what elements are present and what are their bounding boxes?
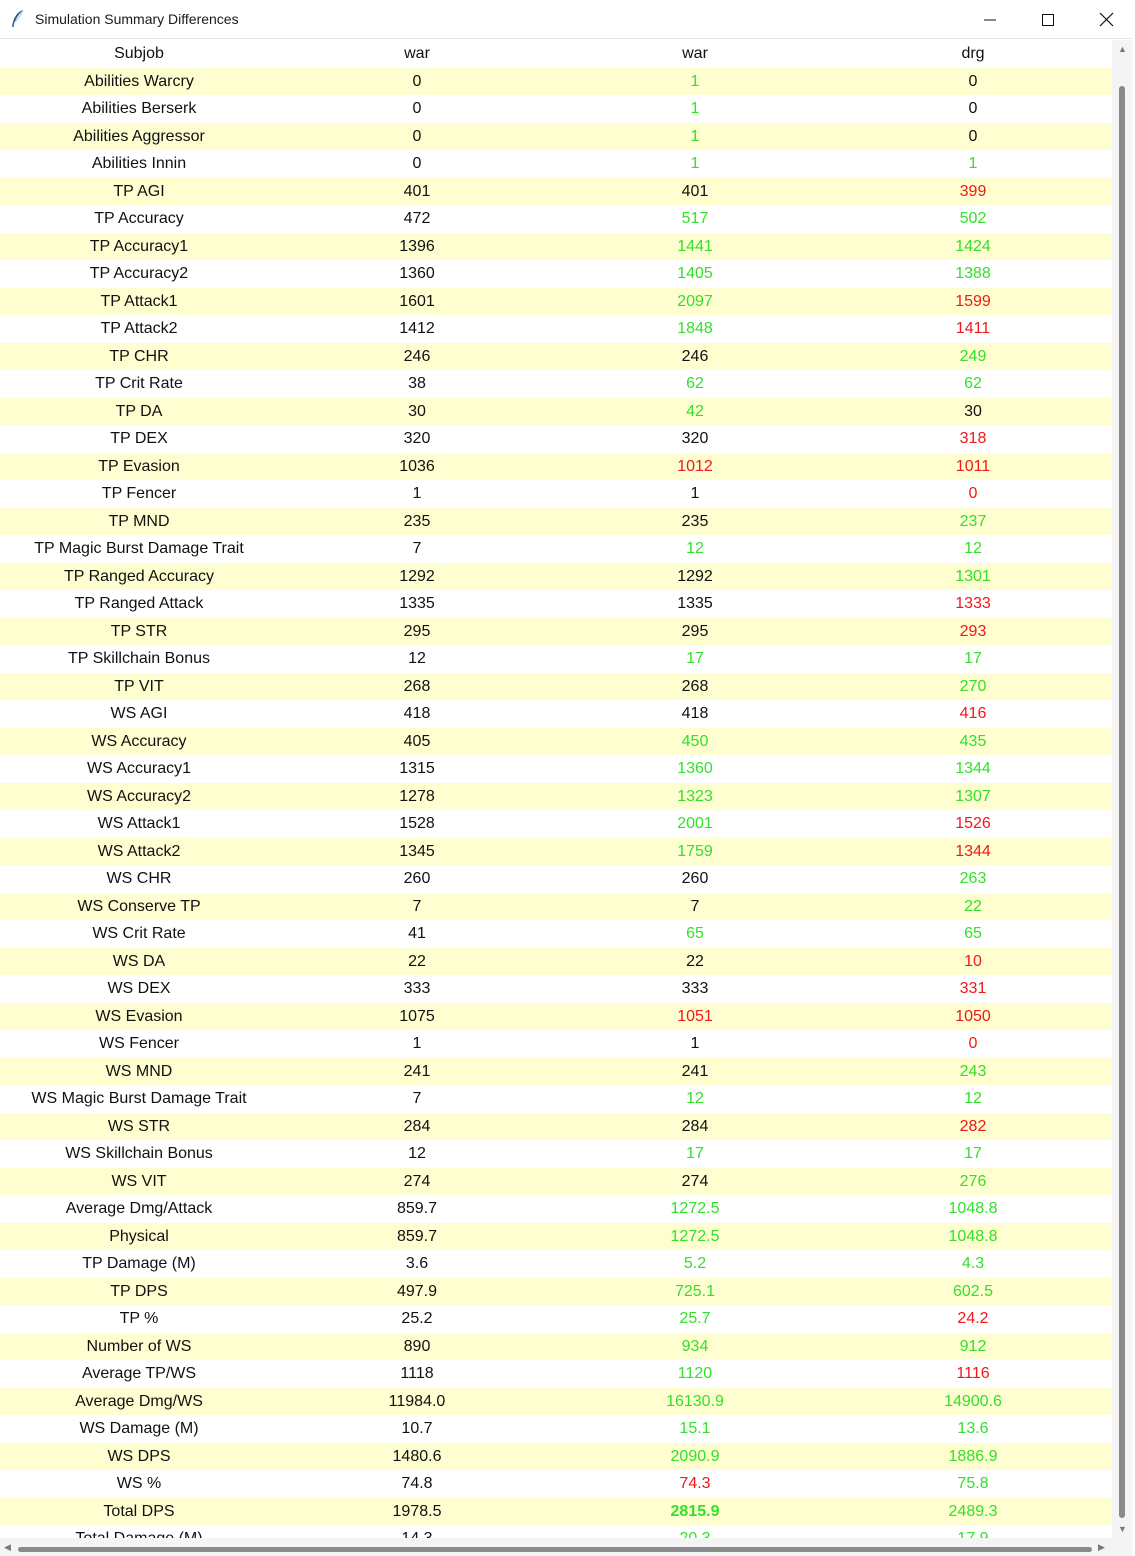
row-label: TP Accuracy1: [89, 237, 189, 255]
value-cell: 517: [681, 210, 709, 227]
value-cell: 2489.3: [948, 1502, 998, 1520]
scroll-right-icon[interactable]: ▶: [1098, 1542, 1105, 1552]
value-cell: 268: [681, 677, 709, 695]
value-cell: 1344: [955, 842, 991, 860]
table-row: [0, 68, 1112, 96]
value-cell: war: [404, 45, 430, 62]
value-cell: 1360: [677, 760, 713, 777]
row-label: WS VIT: [111, 1172, 167, 1190]
value-cell: 1: [412, 1035, 422, 1052]
value-cell: 1: [690, 1035, 700, 1052]
row-label: WS Skillchain Bonus: [65, 1145, 213, 1162]
close-icon: [1100, 13, 1113, 26]
table-row: [0, 645, 1112, 673]
value-cell: 450: [681, 732, 709, 750]
value-cell: 1011: [955, 457, 991, 475]
maximize-icon: [1042, 14, 1054, 26]
value-cell: 1036: [399, 457, 435, 475]
value-cell: 5.2: [683, 1255, 707, 1272]
value-cell: 274: [403, 1172, 431, 1190]
row-label: TP Accuracy: [94, 210, 184, 227]
table-row: [0, 1223, 1112, 1251]
value-cell: 1012: [677, 457, 713, 475]
table-row: [0, 233, 1112, 261]
table-row: [0, 480, 1112, 508]
vertical-scrollbar[interactable]: [1112, 40, 1132, 1538]
value-cell: 1528: [399, 815, 435, 832]
table-row: [0, 673, 1112, 701]
vertical-scroll-thumb[interactable]: [1119, 86, 1125, 1518]
row-label: Average TP/WS: [81, 1365, 197, 1382]
row-label: TP Crit Rate: [95, 375, 183, 392]
value-cell: 1278: [399, 787, 435, 805]
row-label: TP Attack2: [100, 320, 178, 337]
summary-table: [0, 40, 1112, 1538]
row-label: TP Fencer: [101, 485, 177, 502]
value-cell: 435: [959, 732, 987, 750]
value-cell: 1335: [399, 595, 435, 612]
value-cell: 295: [681, 622, 709, 640]
value-cell: 0: [968, 72, 978, 90]
table-row: [0, 260, 1112, 288]
value-cell: 1345: [399, 842, 435, 860]
row-label: Abilities Berserk: [81, 100, 197, 117]
row-label: Number of WS: [86, 1337, 192, 1355]
row-label: WS Accuracy: [91, 732, 187, 750]
table-row: [0, 700, 1112, 728]
value-cell: 2097: [677, 292, 713, 310]
value-cell: 0: [968, 100, 978, 117]
table-row: [0, 398, 1112, 426]
value-cell: 859.7: [396, 1200, 438, 1217]
value-cell: 12: [686, 540, 704, 557]
value-cell: 1292: [677, 567, 713, 585]
value-cell: 10.7: [401, 1420, 433, 1437]
value-cell: 1: [690, 72, 700, 90]
row-label: Average Dmg/WS: [75, 1392, 203, 1410]
value-cell: 62: [686, 375, 704, 392]
table-row: [0, 1113, 1112, 1141]
value-cell: 13.6: [957, 1420, 989, 1437]
value-cell: 14900.6: [944, 1392, 1002, 1410]
value-cell: 1272.5: [670, 1200, 720, 1217]
value-cell: 12: [408, 1145, 426, 1162]
value-cell: 890: [403, 1337, 431, 1355]
value-cell: 1272.5: [670, 1227, 720, 1245]
value-cell: 30: [964, 402, 982, 420]
maximize-button[interactable]: [1019, 0, 1077, 39]
value-cell: 1: [690, 100, 700, 117]
value-cell: 1292: [399, 567, 435, 585]
value-cell: 331: [959, 980, 987, 997]
row-label: TP Damage (M): [82, 1255, 196, 1272]
value-cell: 11984.0: [388, 1392, 446, 1410]
value-cell: 1424: [955, 237, 991, 255]
value-cell: 0: [412, 100, 422, 117]
value-cell: 293: [959, 622, 987, 640]
value-cell: 25.7: [679, 1310, 711, 1327]
row-label: TP %: [119, 1310, 159, 1327]
table-row: [0, 920, 1112, 948]
value-cell: 1: [690, 155, 700, 172]
value-cell: 1118: [400, 1365, 434, 1382]
value-cell: 235: [403, 512, 431, 530]
value-cell: 7: [412, 1090, 422, 1107]
table-row: [0, 728, 1112, 756]
value-cell: 12: [964, 540, 982, 557]
row-label: WS MND: [105, 1062, 173, 1080]
row-label: TP DEX: [110, 430, 168, 447]
row-label: TP STR: [110, 622, 168, 640]
value-cell: 1599: [955, 292, 991, 310]
value-cell: 1978.5: [392, 1502, 442, 1520]
row-label: Physical: [109, 1227, 169, 1245]
table-row: [0, 1003, 1112, 1031]
horizontal-scrollbar[interactable]: [0, 1538, 1132, 1556]
value-cell: 246: [681, 347, 709, 365]
table-row: [0, 1085, 1112, 1113]
value-cell: 405: [403, 732, 431, 750]
value-cell: 859.7: [396, 1227, 438, 1245]
value-cell: 1388: [955, 265, 991, 282]
value-cell: 912: [959, 1337, 987, 1355]
table-row: [0, 453, 1112, 481]
value-cell: 274: [681, 1172, 709, 1190]
value-cell: 1759: [677, 842, 713, 860]
row-label: TP Attack1: [100, 292, 178, 310]
value-cell: 38: [408, 375, 426, 392]
value-cell: 295: [403, 622, 431, 640]
table-row: [0, 123, 1112, 151]
value-cell: 416: [959, 705, 987, 722]
value-cell: drg: [961, 45, 985, 62]
value-cell: 1: [690, 127, 700, 145]
table-row: [0, 1470, 1112, 1498]
value-cell: 17: [964, 1145, 982, 1162]
value-cell: 1412: [399, 320, 435, 337]
value-cell: 0: [412, 127, 422, 145]
table-row: [0, 1305, 1112, 1333]
value-cell: 243: [959, 1062, 987, 1080]
value-cell: 12: [686, 1090, 704, 1107]
value-cell: 1051: [677, 1007, 713, 1025]
value-cell: 25.2: [401, 1310, 433, 1327]
value-cell: 7: [690, 897, 700, 915]
value-cell: 16130.9: [666, 1392, 724, 1410]
row-label: WS Conserve TP: [77, 897, 201, 915]
row-label: WS AGI: [110, 705, 168, 722]
value-cell: 1405: [677, 265, 713, 282]
row-label: WS Attack1: [97, 815, 181, 832]
row-label: WS Magic Burst Damage Trait: [31, 1090, 247, 1107]
value-cell: 1075: [399, 1007, 435, 1025]
value-cell: 418: [403, 705, 431, 722]
table-row: [0, 590, 1112, 618]
row-label: WS DEX: [107, 980, 171, 997]
table-row: [0, 1443, 1112, 1471]
value-cell: 17: [686, 650, 704, 667]
value-cell: 1335: [677, 595, 713, 612]
value-cell: 1333: [955, 595, 991, 612]
value-cell: 1526: [955, 815, 991, 832]
value-cell: 260: [403, 870, 431, 887]
row-label: WS Damage (M): [79, 1420, 199, 1437]
table-row: [0, 865, 1112, 893]
value-cell: 497.9: [396, 1282, 438, 1300]
value-cell: 0: [412, 155, 422, 172]
row-label: Average Dmg/Attack: [65, 1200, 213, 1217]
table-row: [0, 618, 1112, 646]
table-row: [0, 948, 1112, 976]
value-cell: 401: [681, 182, 709, 200]
row-label: WS CHR: [106, 870, 172, 887]
row-label: TP Magic Burst Damage Trait: [34, 540, 244, 557]
value-cell: 17: [964, 650, 982, 667]
value-cell: 1360: [399, 265, 435, 282]
table-row: [0, 95, 1112, 123]
value-cell: 1307: [955, 787, 991, 805]
row-label: WS Crit Rate: [92, 925, 186, 942]
row-label: WS Evasion: [95, 1007, 183, 1025]
minimize-button[interactable]: [961, 0, 1019, 39]
value-cell: 602.5: [952, 1282, 994, 1300]
value-cell: 320: [403, 430, 431, 447]
row-label: Abilities Warcry: [84, 72, 194, 90]
value-cell: 263: [959, 870, 987, 887]
value-cell: 2090.9: [670, 1447, 720, 1465]
row-label: Total DPS: [103, 1502, 175, 1520]
value-cell: 0: [968, 1035, 978, 1052]
value-cell: 246: [403, 347, 431, 365]
row-label: TP VIT: [114, 677, 164, 695]
table-row: [0, 1168, 1112, 1196]
row-label: WS Accuracy2: [86, 787, 192, 805]
value-cell: 12: [964, 1090, 982, 1107]
row-label: TP Ranged Accuracy: [63, 567, 214, 585]
value-cell: 12: [408, 650, 426, 667]
table-row: [0, 150, 1112, 178]
table-row: [0, 343, 1112, 371]
table-row: [0, 755, 1112, 783]
table-row: [0, 783, 1112, 811]
table-row: [0, 1498, 1112, 1526]
value-cell: 1315: [399, 760, 435, 777]
table-row: [0, 1360, 1112, 1388]
row-label: Abilities Aggressor: [73, 127, 205, 145]
table-row: [0, 205, 1112, 233]
table-row: [0, 288, 1112, 316]
value-cell: 1396: [399, 237, 435, 255]
value-cell: 1848: [677, 320, 713, 337]
row-label: TP Ranged Attack: [74, 595, 204, 612]
table-row: [0, 315, 1112, 343]
row-label: TP MND: [108, 512, 170, 530]
value-cell: 284: [681, 1117, 709, 1135]
table-row: [0, 810, 1112, 838]
value-cell: 0: [968, 127, 978, 145]
scroll-left-icon[interactable]: ◀: [4, 1542, 11, 1552]
value-cell: 472: [403, 210, 431, 227]
value-cell: 241: [681, 1062, 709, 1080]
value-cell: 1116: [956, 1365, 990, 1382]
value-cell: 260: [681, 870, 709, 887]
value-cell: 320: [681, 430, 709, 447]
value-cell: 22: [686, 952, 704, 970]
row-label: TP AGI: [113, 182, 165, 200]
value-cell: 24.2: [957, 1310, 989, 1327]
value-cell: 270: [959, 677, 987, 695]
value-cell: 65: [686, 925, 704, 942]
table-row: [0, 1195, 1112, 1223]
row-label: Abilities Innin: [91, 155, 187, 172]
value-cell: 10: [964, 952, 982, 970]
value-cell: 75.8: [957, 1475, 989, 1492]
value-cell: 418: [681, 705, 709, 722]
row-label: TP Evasion: [98, 457, 180, 475]
value-cell: 1: [968, 155, 978, 172]
value-cell: 1050: [955, 1007, 991, 1025]
table-header-row: [0, 40, 1112, 68]
value-cell: 1601: [399, 292, 435, 310]
value-cell: 237: [959, 512, 987, 530]
table-row: [0, 1058, 1112, 1086]
value-cell: 284: [403, 1117, 431, 1135]
value-cell: 241: [403, 1062, 431, 1080]
row-label: TP Skillchain Bonus: [68, 650, 210, 667]
value-cell: 74.3: [679, 1475, 711, 1492]
value-cell: 1441: [677, 237, 713, 255]
value-cell: 4.3: [961, 1255, 985, 1272]
row-label: WS Fencer: [98, 1035, 179, 1052]
feather-icon: [10, 9, 26, 29]
value-cell: 399: [959, 182, 987, 200]
value-cell: 22: [408, 952, 426, 970]
value-cell: 1120: [677, 1365, 713, 1382]
row-label: Subjob: [114, 45, 164, 62]
value-cell: 1480.6: [392, 1447, 442, 1465]
value-cell: 3.6: [405, 1255, 429, 1272]
value-cell: 725.1: [674, 1282, 716, 1300]
value-cell: 62: [964, 375, 982, 392]
value-cell: 22: [964, 897, 982, 915]
value-cell: 74.8: [401, 1475, 433, 1492]
row-label: WS STR: [107, 1117, 171, 1135]
minimize-icon: [984, 14, 996, 26]
value-cell: 1344: [955, 760, 991, 777]
value-cell: 1048.8: [948, 1200, 998, 1217]
value-cell: 1301: [955, 567, 991, 585]
close-button[interactable]: [1077, 0, 1135, 39]
value-cell: 249: [959, 347, 987, 365]
row-label: TP Accuracy2: [89, 265, 189, 282]
value-cell: 15.1: [679, 1420, 711, 1437]
table-row: [0, 508, 1112, 536]
value-cell: 1048.8: [948, 1227, 998, 1245]
value-cell: 2815.9: [670, 1502, 720, 1520]
value-cell: 276: [959, 1172, 987, 1190]
table-row: [0, 1250, 1112, 1278]
value-cell: 401: [403, 182, 431, 200]
table-row: [0, 1140, 1112, 1168]
row-label: TP DPS: [110, 1282, 168, 1300]
value-cell: war: [682, 45, 708, 62]
table-row: [0, 1030, 1112, 1058]
row-label: WS %: [116, 1475, 162, 1492]
value-cell: 318: [959, 430, 987, 447]
value-cell: 17: [686, 1145, 704, 1162]
value-cell: 1: [690, 485, 700, 502]
value-cell: 42: [686, 402, 704, 420]
value-cell: 1886.9: [948, 1447, 998, 1465]
value-cell: 7: [412, 897, 422, 915]
value-cell: 1411: [955, 320, 991, 337]
value-cell: 282: [959, 1117, 987, 1135]
value-cell: 0: [412, 72, 422, 90]
value-cell: 235: [681, 512, 709, 530]
value-cell: 1323: [677, 787, 713, 805]
window-title: Simulation Summary Differences: [35, 11, 239, 27]
scroll-down-icon[interactable]: ▼: [1118, 1524, 1127, 1534]
table-row: [0, 370, 1112, 398]
title-bar: [0, 0, 1132, 39]
value-cell: 333: [403, 980, 431, 997]
row-label: WS Accuracy1: [86, 760, 192, 777]
table-row: [0, 975, 1112, 1003]
table-row: [0, 563, 1112, 591]
row-label: TP DA: [115, 402, 163, 420]
table-row: [0, 178, 1112, 206]
value-cell: 41: [408, 925, 426, 942]
value-cell: 268: [403, 677, 431, 695]
row-label: WS DA: [112, 952, 166, 970]
value-cell: 2001: [677, 815, 713, 832]
value-cell: 65: [964, 925, 982, 942]
table-row: [0, 1415, 1112, 1443]
row-label: WS Attack2: [97, 842, 181, 860]
row-label: TP CHR: [109, 347, 169, 365]
horizontal-scroll-thumb[interactable]: [18, 1547, 1092, 1552]
table-row: [0, 893, 1112, 921]
value-cell: 333: [681, 980, 709, 997]
table-row: [0, 1278, 1112, 1306]
table-row: [0, 1388, 1112, 1416]
value-cell: 7: [412, 540, 422, 557]
scroll-up-icon[interactable]: ▲: [1118, 44, 1127, 54]
value-cell: 502: [959, 210, 987, 227]
table-row: [0, 1333, 1112, 1361]
value-cell: 934: [681, 1337, 709, 1355]
table-row: [0, 838, 1112, 866]
value-cell: 0: [968, 485, 978, 502]
row-label: WS DPS: [107, 1447, 171, 1465]
table-row: [0, 425, 1112, 453]
value-cell: 1: [412, 485, 422, 502]
table-row: [0, 535, 1112, 563]
value-cell: 30: [408, 402, 426, 420]
